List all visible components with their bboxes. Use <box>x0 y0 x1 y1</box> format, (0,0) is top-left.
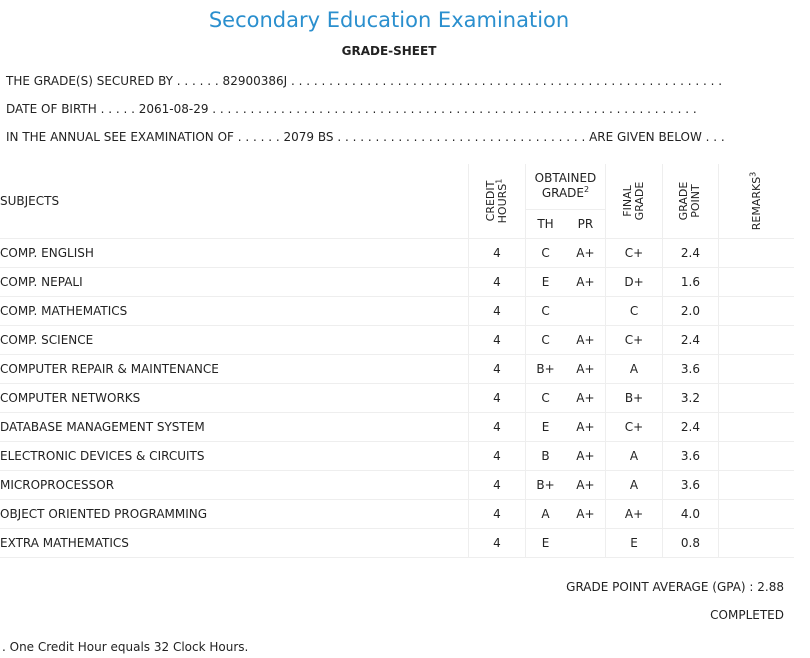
subject-cell: COMPUTER REPAIR & MAINTENANCE <box>0 355 469 384</box>
credit-hours-cell: 4 <box>469 471 525 500</box>
table-header-row <box>0 164 794 209</box>
table-row <box>0 268 794 297</box>
credit-header-line2: HOURS <box>495 183 509 224</box>
subject-cell: ELECTRONIC DEVICES & CIRCUITS <box>0 442 469 471</box>
th-grade-cell: A <box>525 500 565 529</box>
credit-hour-footnote: . One Credit Hour equals 32 Clock Hours. <box>2 640 249 654</box>
th-grade-cell: C <box>525 239 565 268</box>
subject-cell: COMP. ENGLISH <box>0 239 469 268</box>
grade-point-cell: 4.0 <box>662 500 718 529</box>
pr-grade-cell: A+ <box>565 384 605 413</box>
th-grade-cell: C <box>525 384 565 413</box>
table-row <box>0 442 794 471</box>
grade-point-cell: 2.4 <box>662 326 718 355</box>
credit-hours-header <box>469 164 525 239</box>
remarks-cell <box>719 384 794 413</box>
credit-hours-cell: 4 <box>469 268 525 297</box>
grade-sheet-heading: GRADE-SHEET <box>341 44 437 58</box>
table-row <box>0 297 794 326</box>
pr-grade-cell: A+ <box>565 268 605 297</box>
final-grade-cell: A <box>606 355 662 384</box>
credit-hours-cell: 4 <box>469 355 525 384</box>
gpa-summary: GRADE POINT AVERAGE (GPA) : 2.88 <box>566 580 784 594</box>
pr-grade-cell: A+ <box>565 239 605 268</box>
obtained-footnote-mark: 2 <box>584 185 590 195</box>
date-of-birth-line: DATE OF BIRTH . . . . . 2061-08-29 . . . . . . . . . . . . . . . . . . . . . . . . . . . . . . . . . . . . . . . . . . . . . . . . . . . . . . . . . . . . . . . . <box>6 102 697 116</box>
final-grade-cell: A+ <box>606 500 662 529</box>
subject-cell: OBJECT ORIENTED PROGRAMMING <box>0 500 469 529</box>
credit-hours-cell: 4 <box>469 384 525 413</box>
final-grade-cell: B+ <box>606 384 662 413</box>
examination-line: IN THE ANNUAL SEE EXAMINATION OF . . . . . . 2079 BS . . . . . . . . . . . . . . . . . . . . . . . . . . . . . . . . . ARE GIVEN BELOW . . . <box>6 130 725 144</box>
credit-header-line1: CREDIT <box>483 180 497 222</box>
obtained-header-line2: GRADE <box>541 186 584 201</box>
grade-point-cell: 0.8 <box>662 529 718 558</box>
final-grade-cell: C+ <box>606 413 662 442</box>
pr-grade-cell <box>565 297 605 326</box>
pr-grade-cell: A+ <box>565 500 605 529</box>
subject-cell: DATABASE MANAGEMENT SYSTEM <box>0 413 469 442</box>
final-grade-cell: C <box>606 297 662 326</box>
page-title: Secondary Education Examination <box>208 8 570 32</box>
credit-hours-cell: 4 <box>469 442 525 471</box>
final-grade-cell: C+ <box>606 239 662 268</box>
final-header-line2: GRADE <box>633 181 646 221</box>
remarks-header <box>719 164 794 239</box>
table-row <box>0 355 794 384</box>
table-row <box>0 326 794 355</box>
credit-hours-cell: 4 <box>469 297 525 326</box>
grade-point-cell: 1.6 <box>662 268 718 297</box>
subject-cell: COMP. MATHEMATICS <box>0 297 469 326</box>
grade-point-cell: 2.4 <box>662 413 718 442</box>
remarks-footnote-mark: 3 <box>747 171 757 177</box>
remarks-cell <box>719 413 794 442</box>
grade-point-header <box>662 164 718 239</box>
pr-grade-cell: A+ <box>565 471 605 500</box>
grades-table <box>0 164 794 558</box>
remarks-header-label: REMARKS <box>749 176 763 231</box>
remarks-cell <box>719 500 794 529</box>
table-row <box>0 500 794 529</box>
th-grade-cell: E <box>525 413 565 442</box>
th-grade-cell: C <box>525 297 565 326</box>
subject-cell: COMP. NEPALI <box>0 268 469 297</box>
credit-hours-cell: 4 <box>469 326 525 355</box>
pr-grade-cell <box>565 529 605 558</box>
final-header-line1: FINAL <box>621 185 634 217</box>
subject-cell: COMPUTER NETWORKS <box>0 384 469 413</box>
table-row <box>0 384 794 413</box>
remarks-cell <box>719 326 794 355</box>
subject-cell: EXTRA MATHEMATICS <box>0 529 469 558</box>
credit-footnote-mark: 1 <box>494 178 504 184</box>
subjects-header: SUBJECTS <box>0 164 469 239</box>
grade-point-cell: 3.2 <box>662 384 718 413</box>
th-grade-cell: B+ <box>525 355 565 384</box>
remarks-cell <box>719 471 794 500</box>
table-row <box>0 529 794 558</box>
credit-hours-cell: 4 <box>469 500 525 529</box>
final-grade-cell: D+ <box>606 268 662 297</box>
subject-cell: MICROPROCESSOR <box>0 471 469 500</box>
final-grade-cell: C+ <box>606 326 662 355</box>
final-grade-cell: A <box>606 471 662 500</box>
th-grade-cell: E <box>525 529 565 558</box>
secured-by-line: THE GRADE(S) SECURED BY . . . . . . 82900386J . . . . . . . . . . . . . . . . . . . . . . . . . . . . . . . . . . . . . . . . . . . . . . . . . . . . . . . . . <box>6 74 723 88</box>
pr-grade-cell: A+ <box>565 413 605 442</box>
pr-grade-cell: A+ <box>565 326 605 355</box>
gp-header-line2: POINT <box>689 184 703 218</box>
remarks-cell <box>719 268 794 297</box>
remarks-cell <box>719 239 794 268</box>
th-grade-cell: C <box>525 326 565 355</box>
grade-point-cell: 2.4 <box>662 239 718 268</box>
credit-hours-cell: 4 <box>469 529 525 558</box>
table-row <box>0 239 794 268</box>
grade-point-cell: 2.0 <box>662 297 718 326</box>
final-grade-cell: E <box>606 529 662 558</box>
result-status: COMPLETED <box>710 608 784 622</box>
gp-header-line1: GRADE <box>677 181 691 221</box>
credit-hours-cell: 4 <box>469 239 525 268</box>
th-header: TH <box>525 209 565 238</box>
remarks-cell <box>719 355 794 384</box>
obtained-header-line1: OBTAINED <box>534 171 597 186</box>
pr-header: PR <box>565 209 605 238</box>
remarks-cell <box>719 442 794 471</box>
grade-point-cell: 3.6 <box>662 355 718 384</box>
table-row <box>0 471 794 500</box>
pr-grade-cell: A+ <box>565 355 605 384</box>
subject-cell: COMP. SCIENCE <box>0 326 469 355</box>
obtained-grade-header <box>525 164 606 209</box>
table-row <box>0 413 794 442</box>
grade-point-cell: 3.6 <box>662 471 718 500</box>
grade-point-cell: 3.6 <box>662 442 718 471</box>
remarks-cell <box>719 529 794 558</box>
credit-hours-cell: 4 <box>469 413 525 442</box>
pr-grade-cell: A+ <box>565 442 605 471</box>
th-grade-cell: B+ <box>525 471 565 500</box>
final-grade-cell: A <box>606 442 662 471</box>
th-grade-cell: E <box>525 268 565 297</box>
final-grade-header <box>606 164 662 239</box>
th-grade-cell: B <box>525 442 565 471</box>
remarks-cell <box>719 297 794 326</box>
